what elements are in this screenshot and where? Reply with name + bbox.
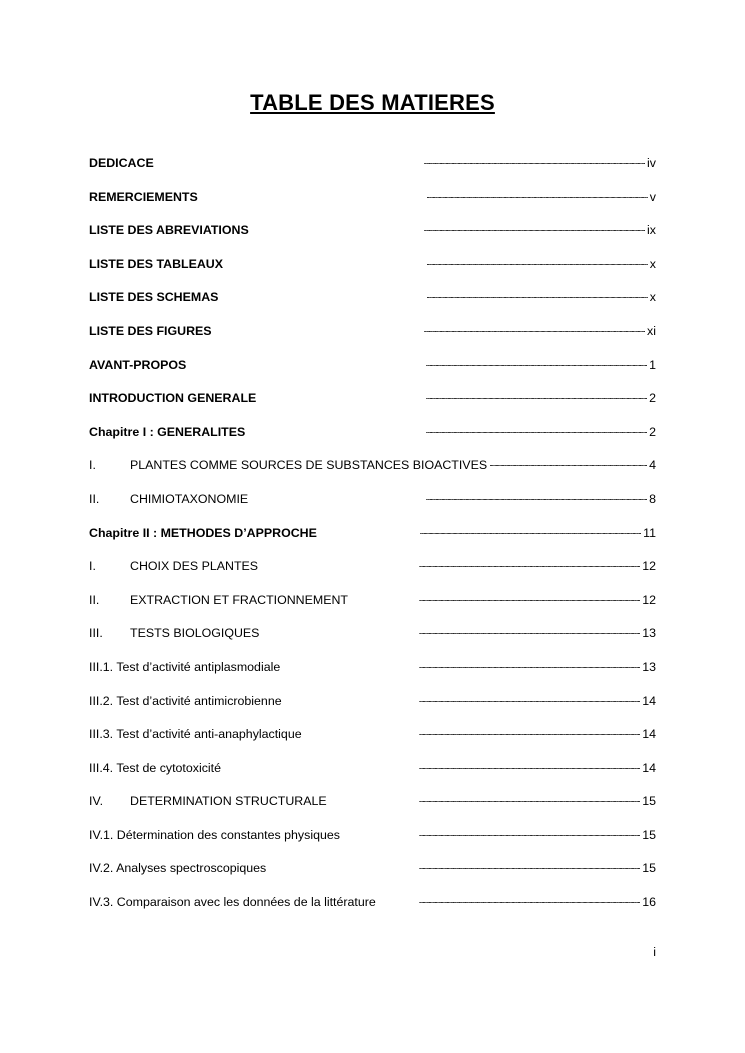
toc-entry-label: PLANTES COMME SOURCES DE SUBSTANCES BIOACTIVES bbox=[130, 458, 488, 473]
toc-dot-leader bbox=[305, 724, 641, 738]
toc-dot-leader bbox=[330, 791, 641, 805]
toc-entry-page: 4 bbox=[649, 458, 656, 473]
toc-entry-page: 15 bbox=[642, 794, 656, 809]
toc-dot-leader bbox=[157, 153, 645, 167]
toc-dot-leader bbox=[285, 691, 641, 705]
toc-entry-label: LISTE DES SCHEMAS bbox=[89, 290, 219, 305]
toc-dot-leader bbox=[269, 858, 640, 872]
toc-entry bbox=[89, 858, 656, 892]
toc-entry bbox=[89, 287, 656, 321]
page-number: i bbox=[653, 945, 656, 959]
toc-entry-label: IV.2. Analyses spectroscopiques bbox=[89, 861, 267, 876]
toc-dot-leader bbox=[201, 187, 648, 201]
toc-entry bbox=[89, 523, 656, 557]
toc-entry-label: CHOIX DES PLANTES bbox=[130, 559, 259, 574]
toc-entry bbox=[89, 758, 656, 792]
toc-entry-label: LISTE DES FIGURES bbox=[89, 323, 212, 338]
toc-entry bbox=[89, 489, 656, 523]
toc-entry-page: 14 bbox=[642, 760, 656, 775]
toc-entry-label: III.4. Test de cytotoxicité bbox=[89, 760, 222, 775]
toc-entry-number: IV. bbox=[89, 794, 104, 809]
page-title: TABLE DES MATIERES bbox=[250, 90, 495, 115]
toc-entry bbox=[89, 825, 656, 859]
toc-entry bbox=[89, 220, 656, 254]
toc-dot-leader bbox=[261, 556, 640, 570]
toc-entry-page: x bbox=[649, 256, 656, 271]
toc-entry bbox=[89, 153, 656, 187]
toc-entry bbox=[89, 388, 656, 422]
toc-dot-leader bbox=[283, 657, 640, 671]
toc-dot-leader bbox=[226, 254, 648, 268]
toc-entry-page: 2 bbox=[649, 391, 656, 406]
toc-entry bbox=[89, 892, 656, 926]
toc-dot-leader bbox=[252, 220, 645, 234]
toc-entry-label: III.1. Test d’activité antiplasmodiale bbox=[89, 659, 281, 674]
toc-entry bbox=[89, 254, 656, 288]
toc-entry-label: Chapitre II : METHODES D’APPROCHE bbox=[89, 525, 317, 540]
toc-dot-leader bbox=[224, 758, 640, 772]
toc-entry-page: 13 bbox=[642, 659, 656, 674]
toc-entry-label: TESTS BIOLOGIQUES bbox=[130, 626, 260, 641]
toc-entry-label: LISTE DES ABREVIATIONS bbox=[89, 223, 249, 238]
toc-entry-label: EXTRACTION ET FRACTIONNEMENT bbox=[130, 592, 348, 607]
toc-entry-number: I. bbox=[89, 559, 96, 574]
toc-dot-leader bbox=[262, 623, 640, 637]
toc-entry-label: DETERMINATION STRUCTURALE bbox=[130, 794, 327, 809]
toc-entry bbox=[89, 556, 656, 590]
toc-entry bbox=[89, 791, 656, 825]
toc-entry bbox=[89, 321, 656, 355]
toc-entry-number: III. bbox=[89, 626, 103, 641]
toc-entry-label: INTRODUCTION GENERALE bbox=[89, 391, 257, 406]
toc-entry bbox=[89, 187, 656, 221]
toc-entry-page: ix bbox=[647, 223, 656, 238]
toc-entry-page: 15 bbox=[642, 861, 656, 876]
toc-dot-leader bbox=[251, 489, 647, 503]
toc-entry-label: Chapitre I : GENERALITES bbox=[89, 424, 246, 439]
toc-dot-leader bbox=[259, 388, 647, 402]
toc-dot-leader bbox=[320, 523, 641, 537]
toc-entry-page: 15 bbox=[642, 827, 656, 842]
toc-entry-label: III.2. Test d’activité antimicrobienne bbox=[89, 693, 282, 708]
toc-entry-number: II. bbox=[89, 592, 100, 607]
toc-entry-page: 8 bbox=[649, 491, 656, 506]
toc-dot-leader bbox=[490, 455, 647, 469]
toc-entry-number: I. bbox=[89, 458, 96, 473]
toc-entry-label: III.3. Test d’activité anti-anaphylactique bbox=[89, 727, 302, 742]
toc-entry-page: 14 bbox=[642, 693, 656, 708]
toc-entry-label: IV.1. Détermination des constantes physiques bbox=[89, 827, 340, 842]
toc-entry bbox=[89, 355, 656, 389]
toc-entry-page: 2 bbox=[649, 424, 656, 439]
toc-entry bbox=[89, 455, 656, 489]
toc-entry-label: AVANT-PROPOS bbox=[89, 357, 187, 372]
table-of-contents bbox=[89, 153, 656, 926]
toc-entry bbox=[89, 657, 656, 691]
toc-entry-page: 16 bbox=[642, 895, 656, 910]
toc-entry-label: DEDICACE bbox=[89, 156, 154, 170]
toc-entry-page: 11 bbox=[643, 525, 656, 540]
toc-dot-leader bbox=[351, 590, 640, 604]
toc-entry-label: REMERCIEMENTS bbox=[89, 189, 198, 204]
toc-entry-label: CHIMIOTAXONOMIE bbox=[130, 491, 249, 506]
toc-entry bbox=[89, 422, 656, 456]
toc-dot-leader bbox=[343, 825, 640, 839]
toc-dot-leader bbox=[215, 321, 646, 335]
toc-entry-page: xi bbox=[647, 323, 656, 338]
toc-entry-label: LISTE DES TABLEAUX bbox=[89, 256, 224, 271]
toc-entry-page: 1 bbox=[649, 357, 656, 372]
toc-entry bbox=[89, 623, 656, 657]
toc-dot-leader bbox=[379, 892, 640, 906]
toc-entry-page: 13 bbox=[642, 626, 656, 641]
toc-entry-page: 14 bbox=[642, 727, 656, 742]
toc-entry-page: v bbox=[649, 189, 656, 204]
toc-entry bbox=[89, 691, 656, 725]
toc-entry-number: II. bbox=[89, 491, 100, 506]
toc-entry-page: 12 bbox=[642, 559, 656, 574]
toc-dot-leader bbox=[221, 287, 647, 301]
toc-entry-page: iv bbox=[647, 156, 656, 170]
toc-entry bbox=[89, 590, 656, 624]
toc-entry-label: IV.3. Comparaison avec les données de la littérature bbox=[89, 895, 376, 910]
toc-entry-page: 12 bbox=[642, 592, 656, 607]
toc-entry bbox=[89, 724, 656, 758]
toc-dot-leader bbox=[248, 422, 647, 436]
toc-dot-leader bbox=[189, 355, 647, 369]
toc-entry-page: x bbox=[649, 290, 656, 305]
